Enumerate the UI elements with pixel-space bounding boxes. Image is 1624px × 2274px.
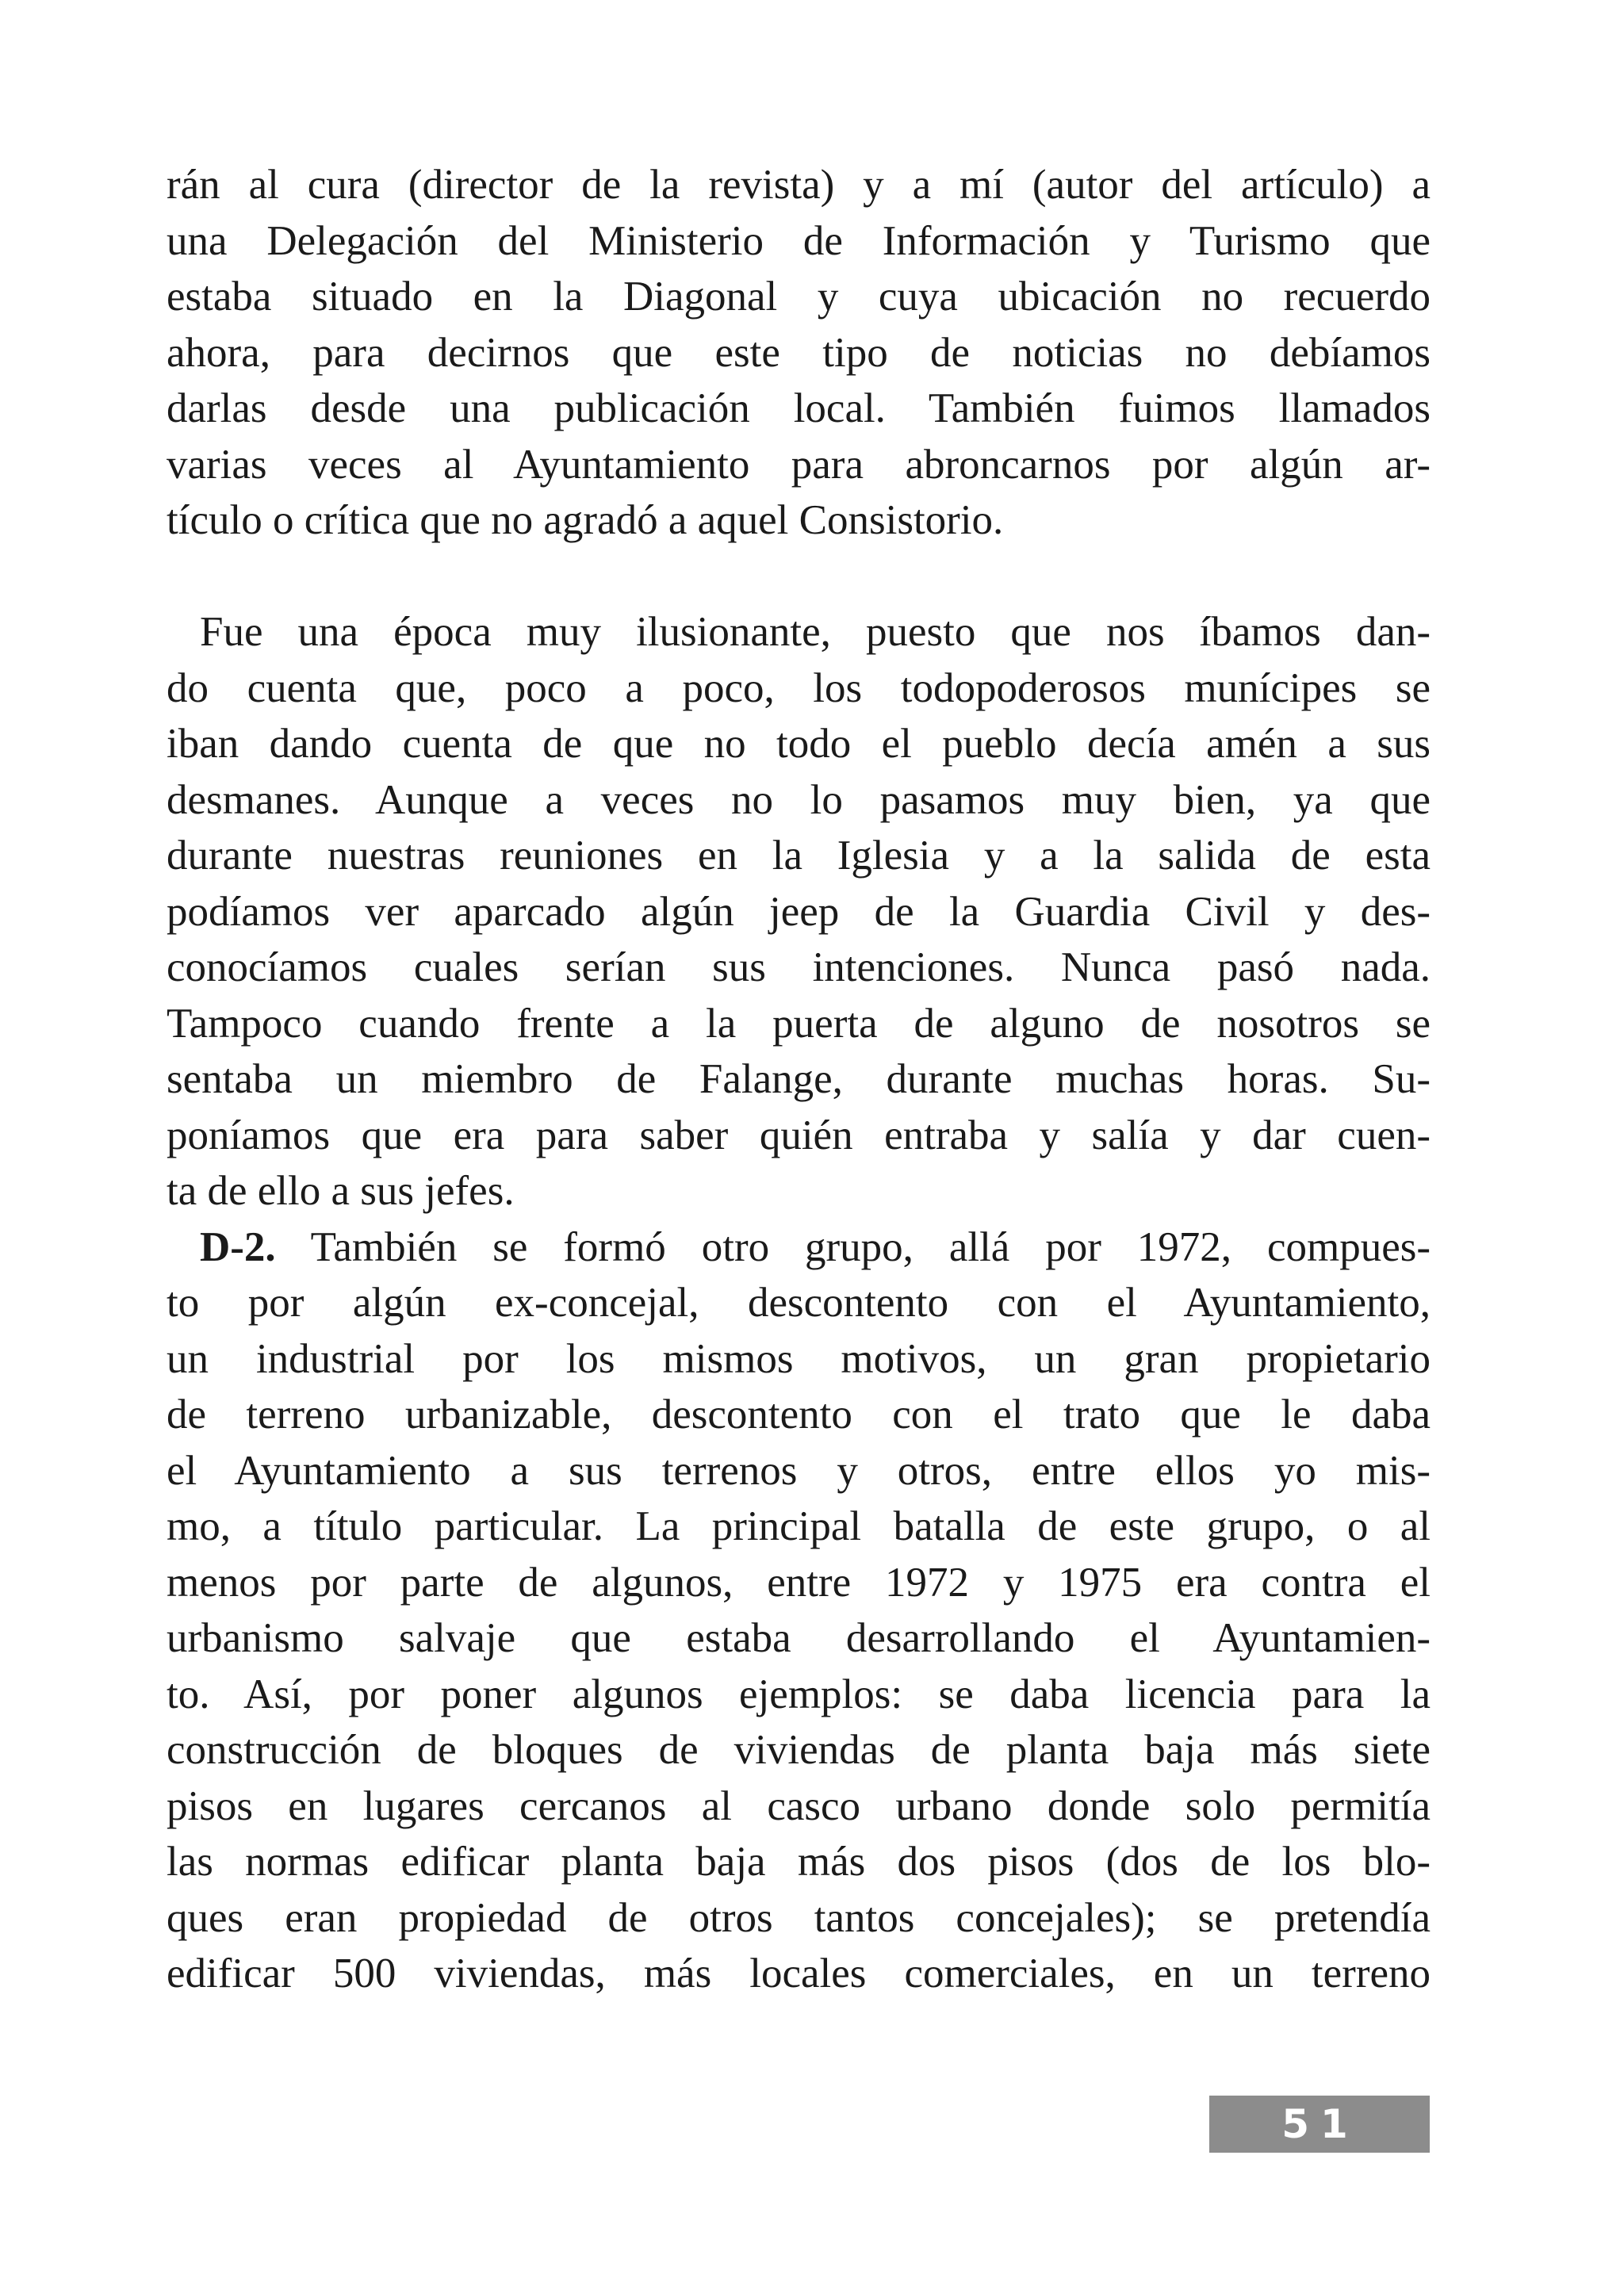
text-line: construcción de bloques de viviendas de planta baja más siete	[167, 1727, 1431, 1773]
text-line: mo, a título particular. La principal batalla de este grupo, o al	[167, 1503, 1431, 1549]
text-line: de terreno urbanizable, descontento con el trato que le daba	[167, 1392, 1431, 1438]
text-line: to por algún ex-concejal, descontento con el Ayuntamiento,	[167, 1280, 1431, 1326]
text-line: to. Así, por poner algunos ejemplos: se daba licencia para la	[167, 1671, 1431, 1717]
text-line: las normas edificar planta baja más dos pisos (dos de los blo-	[167, 1839, 1431, 1885]
text-line: Fue una época muy ilusionante, puesto que nos íbamos dan-	[200, 609, 1431, 655]
text-line: edificar 500 viviendas, más locales comerciales, en un terreno	[167, 1951, 1431, 1996]
text-line: menos por parte de algunos, entre 1972 y 1975 era contra el	[167, 1559, 1431, 1606]
body-paragraphs	[167, 604, 1431, 2002]
text-line: tículo o crítica que no agradó a aquel Consistorio.	[167, 497, 1004, 543]
text-line: conocíamos cuales serían sus intenciones. Nunca pasó nada.	[167, 944, 1431, 990]
text-line: Tampoco cuando frente a la puerta de alguno de nosotros se	[167, 1000, 1431, 1047]
text-line: do cuenta que, poco a poco, los todopoderosos munícipes se	[167, 664, 1431, 711]
text-line: desmanes. Aunque a veces no lo pasamos muy bien, ya que	[167, 776, 1431, 823]
text-line: pisos en lugares cercanos al casco urbano donde solo permitía	[167, 1782, 1431, 1829]
text-line: urbanismo salvaje que estaba desarrollando el Ayuntamien-	[167, 1615, 1431, 1661]
section-first-line	[167, 1219, 1431, 1276]
paragraph-continuation	[167, 157, 1431, 549]
text-line: rán al cura (director de la revista) y a mí (autor del artículo) a	[167, 162, 1431, 208]
text-line: ques eran propiedad de otros tantos concejales); se pretendía	[167, 1894, 1431, 1941]
text-line: darlas desde una publicación local. También fuimos llamados	[167, 385, 1431, 431]
section-label: D-2.	[200, 1223, 276, 1270]
section-first-line-text: También se formó otro grupo, allá por 1972, compues-	[275, 1223, 1431, 1270]
text-line: ahora, para decirnos que este tipo de noticias no debíamos	[167, 329, 1431, 376]
page-number: 51	[1281, 2101, 1359, 2147]
text-line: sentaba un miembro de Falange, durante muchas horas. Su-	[167, 1056, 1431, 1102]
text-line: poníamos que era para saber quién entraba y salía y dar cuen-	[167, 1112, 1431, 1158]
text-line: una Delegación del Ministerio de Información y Turismo que	[167, 217, 1431, 264]
text-line: estaba situado en la Diagonal y cuya ubicación no recuerdo	[167, 274, 1431, 320]
text-line: un industrial por los mismos motivos, un gran propietario	[167, 1335, 1431, 1382]
text-line: iban dando cuenta de que no todo el pueblo decía amén a sus	[167, 721, 1431, 767]
text-line: durante nuestras reuniones en la Iglesia y a la salida de esta	[167, 833, 1431, 879]
text-line: ta de ello a sus jefes.	[167, 1168, 515, 1214]
text-line: podíamos ver aparcado algún jeep de la Guardia Civil y des-	[167, 888, 1431, 935]
text-line: varias veces al Ayuntamiento para abroncarnos por algún ar-	[167, 441, 1431, 488]
text-line: el Ayuntamiento a sus terrenos y otros, entre ellos yo mis-	[167, 1447, 1431, 1494]
